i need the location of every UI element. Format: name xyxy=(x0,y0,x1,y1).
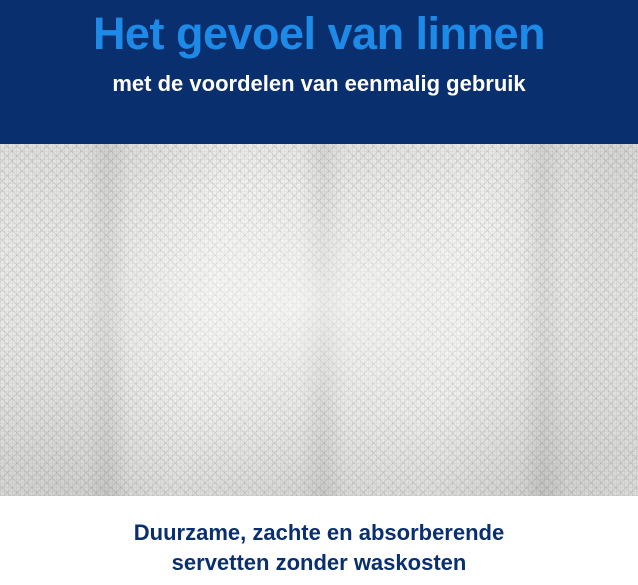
fabric-fold-center xyxy=(300,144,346,496)
caption-line-2: servetten zonder waskosten xyxy=(171,549,467,575)
fabric-fold-right xyxy=(520,144,566,496)
caption-block xyxy=(0,496,638,585)
page-title: Het gevoel van linnen xyxy=(92,8,546,59)
fabric-fold-left xyxy=(84,144,130,496)
header-banner xyxy=(0,0,638,144)
linen-fabric-photo xyxy=(0,144,638,496)
page-subtitle: met de voordelen van eenmalig gebruik xyxy=(112,71,526,97)
caption-line-1: Duurzame, zachte en absorberende xyxy=(133,520,505,545)
